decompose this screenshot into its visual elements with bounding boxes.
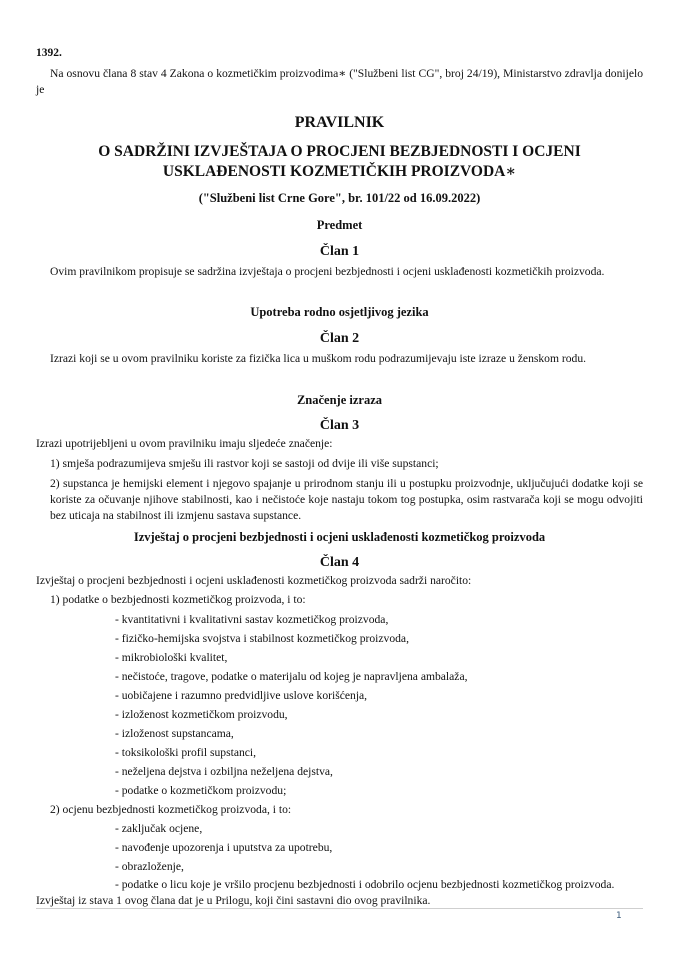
list-item: - podatke o licu koje je vršilo procjenu bezbjednosti i odobrilo ocjenu bezbjednosti kozmetičkog proizvoda.: [115, 878, 615, 891]
document-title: PRAVILNIK: [294, 114, 385, 131]
article-4-item-1: 1) podatke o bezbjednosti kozmetičkog proizvoda, i to:: [50, 593, 306, 606]
list-item: - nečistoće, tragove, podatke o materijalu od kojeg je napravljena ambalaža,: [115, 670, 468, 683]
article-1-text: Ovim pravilnikom propisuje se sadržina izvještaja o procjeni bezbjednosti i ocjeni usklađenosti kozmetičkih proizvoda.: [50, 265, 605, 278]
list-item: - navođenje upozorenja i uputstva za upotrebu,: [115, 841, 333, 854]
document-subtitle: [36, 142, 643, 182]
document-number: 1392.: [36, 47, 62, 59]
section-heading-1: Predmet: [316, 218, 363, 232]
article-3-item-2: 2) supstanca je hemijski element i njegovo spajanje u prirodnom stanju ili u postupku proizvodnje, uključujući dodatke koji se koriste za očuvanje njihove stabilnosti, kao i nečistoće koje nastaju tokom tog postupka, osim rastvarača koji se mogu odvojiti bez uticaja na stabilnost ili izmjenu sastava supstance.: [50, 477, 643, 522]
article-4-item-2: 2) ocjenu bezbjednosti kozmetičkog proizvoda, i to:: [50, 803, 292, 816]
list-item: - toksikološki profil supstanci,: [115, 746, 257, 759]
article-1-title: Član 1: [319, 244, 360, 259]
section-heading-2: Upotreba rodno osjetljivog jezika: [250, 305, 429, 319]
article-3-intro: Izrazi upotrijebljeni u ovom pravilniku imaju sljedeće značenje:: [36, 437, 333, 450]
list-item: - mikrobiološki kvalitet,: [115, 651, 228, 664]
list-item: - neželjena dejstva i ozbiljna neželjena dejstva,: [115, 765, 333, 778]
list-item: - zaključak ocjene,: [115, 822, 203, 835]
list-item: - podatke o kozmetičkom proizvodu;: [115, 784, 287, 797]
list-item: - fizičko-hemijska svojstva i stabilnost kozmetičkog proizvoda,: [115, 632, 409, 645]
article-2-title: Član 2: [319, 331, 360, 346]
article-3-item-1: 1) smješa podrazumijeva smješu ili rastvor koji se sastoji od dvije ili više supstanci;: [50, 457, 439, 470]
list-item: - obrazloženje,: [115, 860, 184, 873]
list-item: - izloženost kozmetičkom proizvodu,: [115, 708, 288, 721]
article-4-intro: Izvještaj o procjeni bezbjednosti i ocjeni usklađenosti kozmetičkog proizvoda sadrži naročito:: [36, 574, 472, 587]
section-heading-3: Značenje izraza: [296, 393, 383, 407]
article-4-closing: Izvještaj iz stava 1 ovog člana dat je u Prilogu, koji čini sastavni dio ovog pravilnika.: [36, 894, 431, 907]
article-2-text: Izrazi koji se u ovom pravilniku koriste za fizička lica u muškom rodu podrazumijevaju iste izraze u ženskom rodu.: [50, 352, 587, 365]
article-3-title: Član 3: [319, 418, 360, 433]
page-number: 1: [616, 911, 622, 921]
preamble: Na osnovu člana 8 stav 4 Zakona o kozmetičkim proizvodima∗ ("Službeni list CG", broj 24/19), Ministarstvo zdravlja donijelo je: [36, 67, 643, 96]
article-4-title: Član 4: [319, 555, 360, 570]
gazette-reference: ("Službeni list Crne Gore", br. 101/22 od 16.09.2022): [198, 191, 481, 205]
subtitle-line-2: USKLAĐENOSTI KOZMETIČKIH PROIZVODA∗: [162, 163, 517, 180]
section-heading-4: Izvještaj o procjeni bezbjednosti i ocjeni usklađenosti kozmetičkog proizvoda: [133, 530, 546, 544]
footer-divider: [36, 908, 643, 909]
list-item: - kvantitativni i kvalitativni sastav kozmetičkog proizvoda,: [115, 613, 389, 626]
list-item: - izloženost supstancama,: [115, 727, 234, 740]
list-item: - uobičajene i razumno predvidljive uslove korišćenja,: [115, 689, 368, 702]
subtitle-line-1: O SADRŽINI IZVJEŠTAJA O PROCJENI BEZBJEDNOSTI I OCJENI: [98, 143, 581, 160]
